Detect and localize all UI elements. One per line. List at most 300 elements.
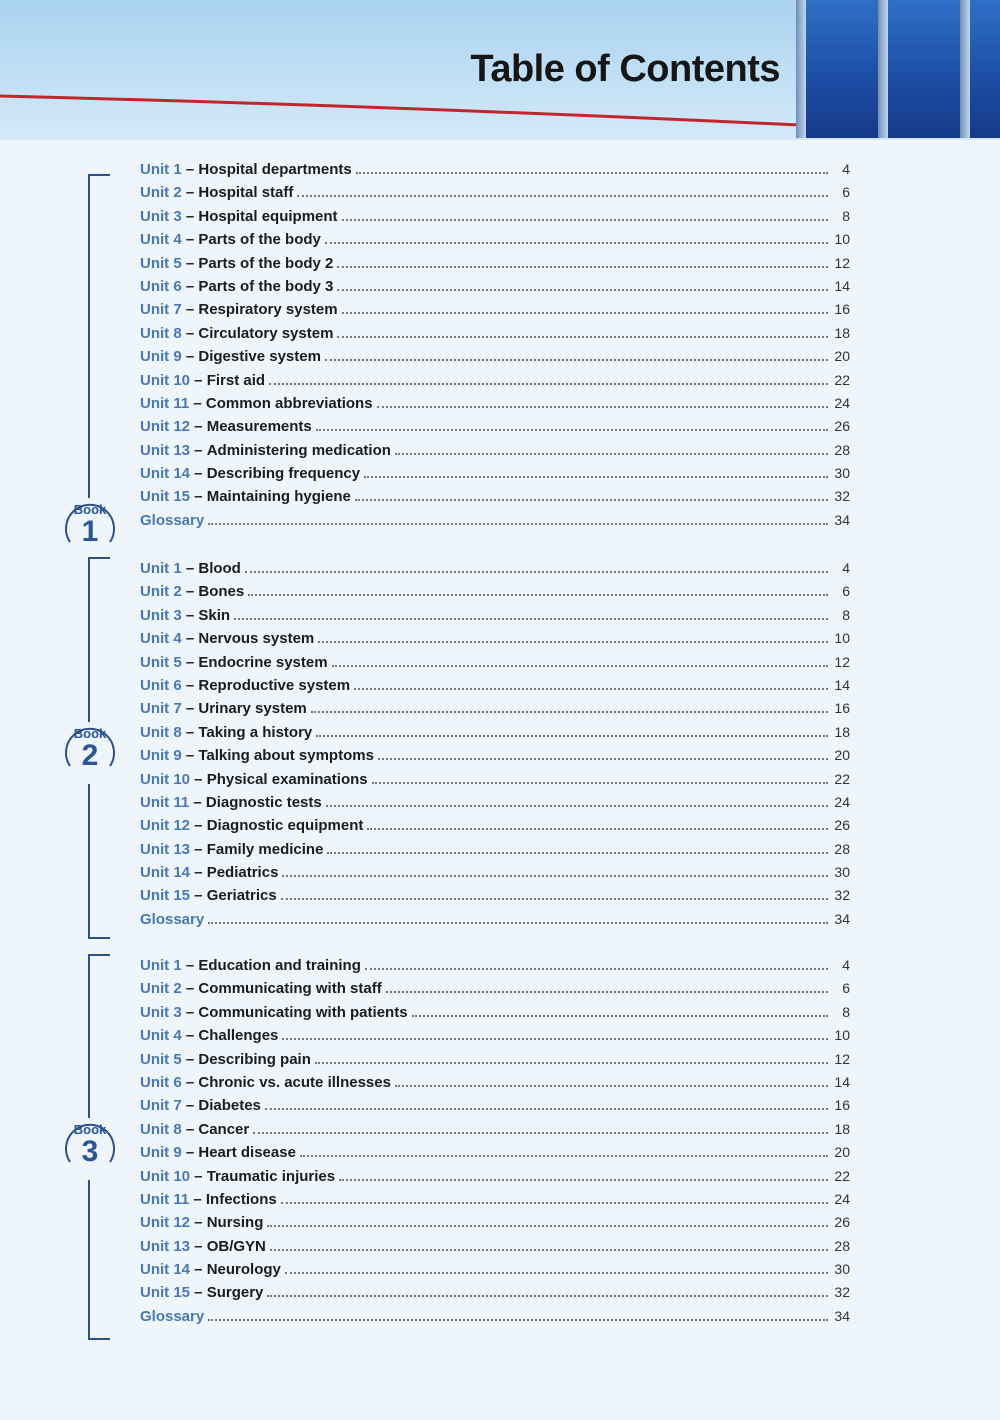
separator: – <box>189 793 206 811</box>
entry-title: Maintaining hygiene <box>206 488 351 506</box>
page-number: 10 <box>834 231 850 248</box>
unit-label: Unit 15 <box>140 488 191 506</box>
entry-title: Communicating with staff <box>198 980 382 998</box>
unit-label: Unit 15 <box>140 887 191 905</box>
separator: – <box>190 1261 207 1279</box>
page-number: 26 <box>834 817 850 834</box>
toc-entry[interactable] <box>140 1260 850 1283</box>
toc-entry-glossary[interactable] <box>140 511 850 534</box>
unit-label: Unit 15 <box>140 1284 191 1302</box>
badge-ring-icon <box>60 1118 120 1180</box>
leader-dots <box>354 676 828 690</box>
page-number: 14 <box>834 676 850 693</box>
book-number: 1 <box>81 515 99 548</box>
page-number: 30 <box>834 864 850 881</box>
toc-entry[interactable] <box>140 230 850 253</box>
unit-label: Unit 14 <box>140 1261 191 1279</box>
toc-entry[interactable] <box>140 300 850 323</box>
leader-dots <box>265 1096 828 1110</box>
toc-entry[interactable] <box>140 254 850 277</box>
entry-title: Hospital staff <box>198 184 294 202</box>
entry-title: Geriatrics <box>206 887 277 905</box>
leader-dots <box>327 840 828 854</box>
toc-entry[interactable] <box>140 347 850 370</box>
toc-entry[interactable] <box>140 863 850 886</box>
separator: – <box>189 394 206 412</box>
page-number: 24 <box>834 1190 850 1207</box>
page-number: 16 <box>834 1097 850 1114</box>
page-number: 28 <box>834 441 850 458</box>
page-number: 34 <box>834 511 850 528</box>
entry-title: Parts of the body 2 <box>198 254 334 272</box>
separator: – <box>181 653 199 671</box>
toc-entry[interactable] <box>140 793 850 816</box>
page-number: 8 <box>842 207 850 224</box>
leader-dots <box>208 1307 828 1321</box>
unit-label: Unit 5 <box>140 254 182 272</box>
unit-label: Unit 10 <box>140 1167 191 1185</box>
toc-entry[interactable] <box>140 1167 850 1190</box>
entry-title: Surgery <box>206 1284 264 1302</box>
entry-title: Digestive system <box>198 348 321 366</box>
toc-entry[interactable] <box>140 559 850 582</box>
entry-title: OB/GYN <box>206 1237 266 1255</box>
entry-title: Taking a history <box>198 723 313 741</box>
toc-entry[interactable] <box>140 629 850 652</box>
unit-label: Unit 6 <box>140 1073 182 1091</box>
unit-label: Unit 9 <box>140 747 182 765</box>
page-number: 20 <box>834 348 850 365</box>
page-number: 4 <box>842 560 850 576</box>
page-number: 18 <box>834 723 850 740</box>
leader-dots <box>356 160 828 174</box>
separator: – <box>181 1120 199 1138</box>
entry-title: Parts of the body <box>198 231 321 249</box>
leader-dots <box>297 183 828 197</box>
toc-entry[interactable] <box>140 956 850 979</box>
toc-entry[interactable] <box>140 441 850 464</box>
entry-title: Physical examinations <box>206 770 368 788</box>
leader-dots <box>281 1190 828 1204</box>
unit-label: Unit 12 <box>140 418 191 436</box>
separator: – <box>190 864 207 882</box>
page-number: 18 <box>834 324 850 341</box>
unit-label: Unit 9 <box>140 1144 182 1162</box>
leader-dots <box>342 300 828 314</box>
unit-label: Unit 13 <box>140 1237 191 1255</box>
toc-entry[interactable] <box>140 417 850 440</box>
leader-dots <box>365 956 828 970</box>
page-number: 10 <box>834 630 850 647</box>
separator: – <box>181 560 199 577</box>
unit-label: Unit 14 <box>140 864 191 882</box>
unit-label: Unit 8 <box>140 723 182 741</box>
toc-entry[interactable] <box>140 1283 850 1306</box>
entry-title: Describing frequency <box>206 465 361 483</box>
entry-title: Describing pain <box>198 1050 311 1068</box>
page-number: 20 <box>834 1144 850 1161</box>
leader-dots <box>281 886 828 900</box>
toc-entry[interactable] <box>140 277 850 300</box>
separator: – <box>181 301 199 319</box>
leader-dots <box>337 324 828 338</box>
unit-label: Unit 3 <box>140 1003 182 1021</box>
book-badge <box>60 1118 120 1180</box>
separator: – <box>190 465 207 483</box>
book-number: 3 <box>81 1135 99 1168</box>
page-number: 22 <box>834 770 850 787</box>
toc-entry[interactable] <box>140 582 850 605</box>
separator: – <box>190 817 207 835</box>
page-number: 18 <box>834 1120 850 1137</box>
page-number: 6 <box>842 980 850 997</box>
page-number: 12 <box>834 1050 850 1067</box>
leader-dots <box>337 254 828 268</box>
toc-list <box>140 559 850 933</box>
leader-dots <box>395 1073 828 1087</box>
entry-title: Hospital equipment <box>198 207 338 225</box>
toc-entry[interactable] <box>140 464 850 487</box>
page-number: 24 <box>834 394 850 411</box>
entry-title: Reproductive system <box>198 676 351 694</box>
page-number: 8 <box>842 606 850 623</box>
entry-title: Nursing <box>206 1214 264 1232</box>
toc-entry[interactable] <box>140 840 850 863</box>
toc-entry[interactable] <box>140 1073 850 1096</box>
page-number: 6 <box>842 184 850 201</box>
leader-dots <box>300 1143 828 1157</box>
separator: – <box>181 630 199 648</box>
separator: – <box>181 207 199 225</box>
separator: – <box>181 184 199 202</box>
unit-label: Unit 4 <box>140 1027 182 1045</box>
leader-dots <box>253 1120 828 1134</box>
leader-dots <box>325 230 828 244</box>
leader-dots <box>285 1260 828 1274</box>
unit-label: Unit 3 <box>140 207 182 225</box>
separator: – <box>181 161 199 178</box>
entry-title: Urinary system <box>198 700 307 718</box>
unit-label: Unit 14 <box>140 465 191 483</box>
separator: – <box>190 1167 207 1185</box>
entry-title: Communicating with patients <box>198 1003 408 1021</box>
entry-title: Diagnostic tests <box>205 793 322 811</box>
entry-title: Respiratory system <box>198 301 338 319</box>
leader-dots <box>269 371 828 385</box>
leader-dots <box>316 723 828 737</box>
separator: – <box>181 277 199 295</box>
entry-title: Traumatic injuries <box>206 1167 336 1185</box>
leader-dots <box>316 417 828 431</box>
leader-dots <box>372 770 828 784</box>
separator: – <box>181 980 199 998</box>
separator: – <box>181 676 199 694</box>
page-number: 22 <box>834 371 850 388</box>
separator: – <box>181 1097 199 1115</box>
entry-title: Pediatrics <box>206 864 279 882</box>
unit-label: Unit 4 <box>140 231 182 249</box>
unit-label: Unit 3 <box>140 606 182 624</box>
toc-entry[interactable] <box>140 1213 850 1236</box>
red-rule <box>0 92 820 132</box>
unit-label: Unit 2 <box>140 583 182 601</box>
separator: – <box>181 723 199 741</box>
toc-entry[interactable] <box>140 394 850 417</box>
unit-label: Unit 1 <box>140 560 182 577</box>
unit-label: Unit 1 <box>140 957 182 974</box>
entry-title: Blood <box>198 560 241 577</box>
page-number: 12 <box>834 653 850 670</box>
entry-title: Measurements <box>206 418 312 436</box>
leader-dots <box>378 746 828 760</box>
toc-entry[interactable] <box>140 324 850 347</box>
tab-shadow <box>796 0 806 138</box>
unit-label: Unit 12 <box>140 1214 191 1232</box>
unit-label: Unit 7 <box>140 700 182 718</box>
entry-title: Circulatory system <box>198 324 334 342</box>
separator: – <box>181 348 199 366</box>
entry-title: Infections <box>205 1190 277 1208</box>
unit-label: Unit 5 <box>140 1050 182 1068</box>
separator: – <box>190 1284 207 1302</box>
entry-title: Bones <box>198 583 245 601</box>
leader-dots <box>208 910 828 924</box>
unit-label: Unit 10 <box>140 770 191 788</box>
entry-title: Education and training <box>198 957 361 974</box>
leader-dots <box>311 699 828 713</box>
page-number: 4 <box>842 957 850 973</box>
toc-entry[interactable] <box>140 816 850 839</box>
page-number: 14 <box>834 277 850 294</box>
separator: – <box>181 1144 199 1162</box>
toc-list <box>140 956 850 1330</box>
leader-dots <box>412 1003 828 1017</box>
page-number: 28 <box>834 1237 850 1254</box>
book-badge <box>60 722 120 784</box>
page-number: 32 <box>834 887 850 904</box>
page-number: 10 <box>834 1027 850 1044</box>
toc-entry-glossary[interactable] <box>140 1307 850 1330</box>
page-title: Table of Contents <box>470 48 780 90</box>
toc-entry[interactable] <box>140 371 850 394</box>
page-number: 26 <box>834 418 850 435</box>
separator: – <box>189 1190 206 1208</box>
toc-entry[interactable] <box>140 1143 850 1166</box>
unit-label: Unit 6 <box>140 277 182 295</box>
page-number: 22 <box>834 1167 850 1184</box>
page-number: 16 <box>834 301 850 318</box>
blue-tab-block <box>888 0 962 138</box>
entry-title: Endocrine system <box>198 653 328 671</box>
leader-dots <box>386 979 828 993</box>
unit-label: Unit 7 <box>140 1097 182 1115</box>
toc-entry[interactable] <box>140 653 850 676</box>
separator: – <box>190 887 207 905</box>
entry-title: Common abbreviations <box>205 394 373 412</box>
unit-label: Unit 11 <box>140 394 190 412</box>
leader-dots <box>339 1167 828 1181</box>
entry-title: Hospital departments <box>198 161 352 178</box>
page-number: 30 <box>834 465 850 482</box>
toc-entry[interactable] <box>140 1190 850 1213</box>
entry-title: Administering medication <box>206 441 391 459</box>
unit-label: Unit 8 <box>140 1120 182 1138</box>
toc-entry[interactable] <box>140 1003 850 1026</box>
toc-entry[interactable] <box>140 1120 850 1143</box>
leader-dots <box>326 793 828 807</box>
toc-entry[interactable] <box>140 676 850 699</box>
page-number: 28 <box>834 840 850 857</box>
leader-dots <box>355 487 828 501</box>
toc-list <box>140 160 850 534</box>
unit-label: Unit 4 <box>140 630 182 648</box>
entry-title: Family medicine <box>206 840 324 858</box>
page-number: 8 <box>842 1003 850 1020</box>
leader-dots <box>377 394 828 408</box>
toc-entry[interactable] <box>140 1237 850 1260</box>
page-number: 30 <box>834 1261 850 1278</box>
separator: – <box>181 700 199 718</box>
separator: – <box>181 1003 199 1021</box>
separator: – <box>181 747 199 765</box>
page-number: 32 <box>834 488 850 505</box>
entry-title: Cancer <box>198 1120 250 1138</box>
leader-dots <box>282 863 828 877</box>
entry-title: Nervous system <box>198 630 315 648</box>
unit-label: Unit 8 <box>140 324 182 342</box>
unit-label: Unit 13 <box>140 840 191 858</box>
leader-dots <box>234 606 828 620</box>
tab-shadow <box>960 0 970 138</box>
leader-dots <box>282 1026 828 1040</box>
unit-label: Unit 13 <box>140 441 191 459</box>
toc-entry[interactable] <box>140 487 850 510</box>
page-number: 12 <box>834 254 850 271</box>
toc-entry[interactable] <box>140 606 850 629</box>
book-bracket <box>88 174 110 538</box>
separator: – <box>181 254 199 272</box>
unit-label: Unit 9 <box>140 348 182 366</box>
entry-title: Chronic vs. acute illnesses <box>198 1073 391 1091</box>
separator: – <box>181 231 199 249</box>
tab-shadow <box>878 0 888 138</box>
leader-dots <box>337 277 828 291</box>
separator: – <box>190 1237 207 1255</box>
book-label: Book <box>73 502 107 517</box>
badge-ring-icon <box>60 722 120 784</box>
page-number: 20 <box>834 747 850 764</box>
page-number: 26 <box>834 1214 850 1231</box>
unit-label: Unit 10 <box>140 371 191 389</box>
toc-entry[interactable] <box>140 183 850 206</box>
toc-entry[interactable] <box>140 160 850 183</box>
entry-title: Diabetes <box>198 1097 261 1115</box>
glossary-label: Glossary <box>140 910 205 928</box>
toc-entry[interactable] <box>140 207 850 230</box>
entry-title: Diagnostic equipment <box>206 817 364 835</box>
leader-dots <box>395 441 828 455</box>
page-number: 32 <box>834 1284 850 1301</box>
toc-entry[interactable] <box>140 723 850 746</box>
unit-label: Unit 11 <box>140 1190 190 1208</box>
leader-dots <box>248 582 828 596</box>
book-number: 2 <box>81 739 99 772</box>
separator: – <box>181 583 199 601</box>
toc-entry[interactable] <box>140 979 850 1002</box>
separator: – <box>190 441 207 459</box>
unit-label: Unit 2 <box>140 184 182 202</box>
entry-title: Parts of the body 3 <box>198 277 334 295</box>
header-banner <box>0 0 1000 140</box>
page-number: 14 <box>834 1073 850 1090</box>
blue-tab-block <box>970 0 1000 138</box>
entry-title: Challenges <box>198 1027 279 1045</box>
unit-label: Unit 12 <box>140 817 191 835</box>
toc-entry[interactable] <box>140 770 850 793</box>
toc-entry[interactable] <box>140 1026 850 1049</box>
page-number: 34 <box>834 1307 850 1324</box>
unit-label: Unit 1 <box>140 161 182 178</box>
toc-entry[interactable] <box>140 1050 850 1073</box>
separator: – <box>181 957 199 974</box>
unit-label: Unit 2 <box>140 980 182 998</box>
book-label: Book <box>73 726 107 741</box>
page-number: 24 <box>834 793 850 810</box>
leader-dots <box>332 653 828 667</box>
separator: – <box>190 770 207 788</box>
page-number: 16 <box>834 700 850 717</box>
toc-entry-glossary[interactable] <box>140 910 850 933</box>
leader-dots <box>315 1050 828 1064</box>
blue-tab-block <box>806 0 880 138</box>
separator: – <box>181 1050 199 1068</box>
toc-entry[interactable] <box>140 886 850 909</box>
leader-dots <box>267 1213 828 1227</box>
book-label: Book <box>73 1122 107 1137</box>
badge-ring-icon <box>60 498 120 560</box>
leader-dots <box>208 511 828 525</box>
separator: – <box>190 840 207 858</box>
leader-dots <box>267 1283 828 1297</box>
entry-title: Heart disease <box>198 1144 296 1162</box>
separator: – <box>190 418 207 436</box>
leader-dots <box>367 816 828 830</box>
toc-entry[interactable] <box>140 746 850 769</box>
glossary-label: Glossary <box>140 1307 205 1325</box>
leader-dots <box>270 1237 828 1251</box>
leader-dots <box>325 347 828 361</box>
page-number: 6 <box>842 583 850 600</box>
leader-dots <box>364 464 828 478</box>
separator: – <box>181 1073 199 1091</box>
unit-label: Unit 11 <box>140 793 190 811</box>
book-badge <box>60 498 120 560</box>
glossary-label: Glossary <box>140 511 205 529</box>
separator: – <box>190 1214 207 1232</box>
separator: – <box>181 1027 199 1045</box>
unit-label: Unit 7 <box>140 301 182 319</box>
entry-title: First aid <box>206 371 266 389</box>
unit-label: Unit 5 <box>140 653 182 671</box>
leader-dots <box>245 559 828 573</box>
page-number: 4 <box>842 161 850 177</box>
separator: – <box>190 371 207 389</box>
entry-title: Skin <box>198 606 231 624</box>
toc-entry[interactable] <box>140 1096 850 1119</box>
toc-entry[interactable] <box>140 699 850 722</box>
leader-dots <box>342 207 828 221</box>
separator: – <box>181 606 199 624</box>
